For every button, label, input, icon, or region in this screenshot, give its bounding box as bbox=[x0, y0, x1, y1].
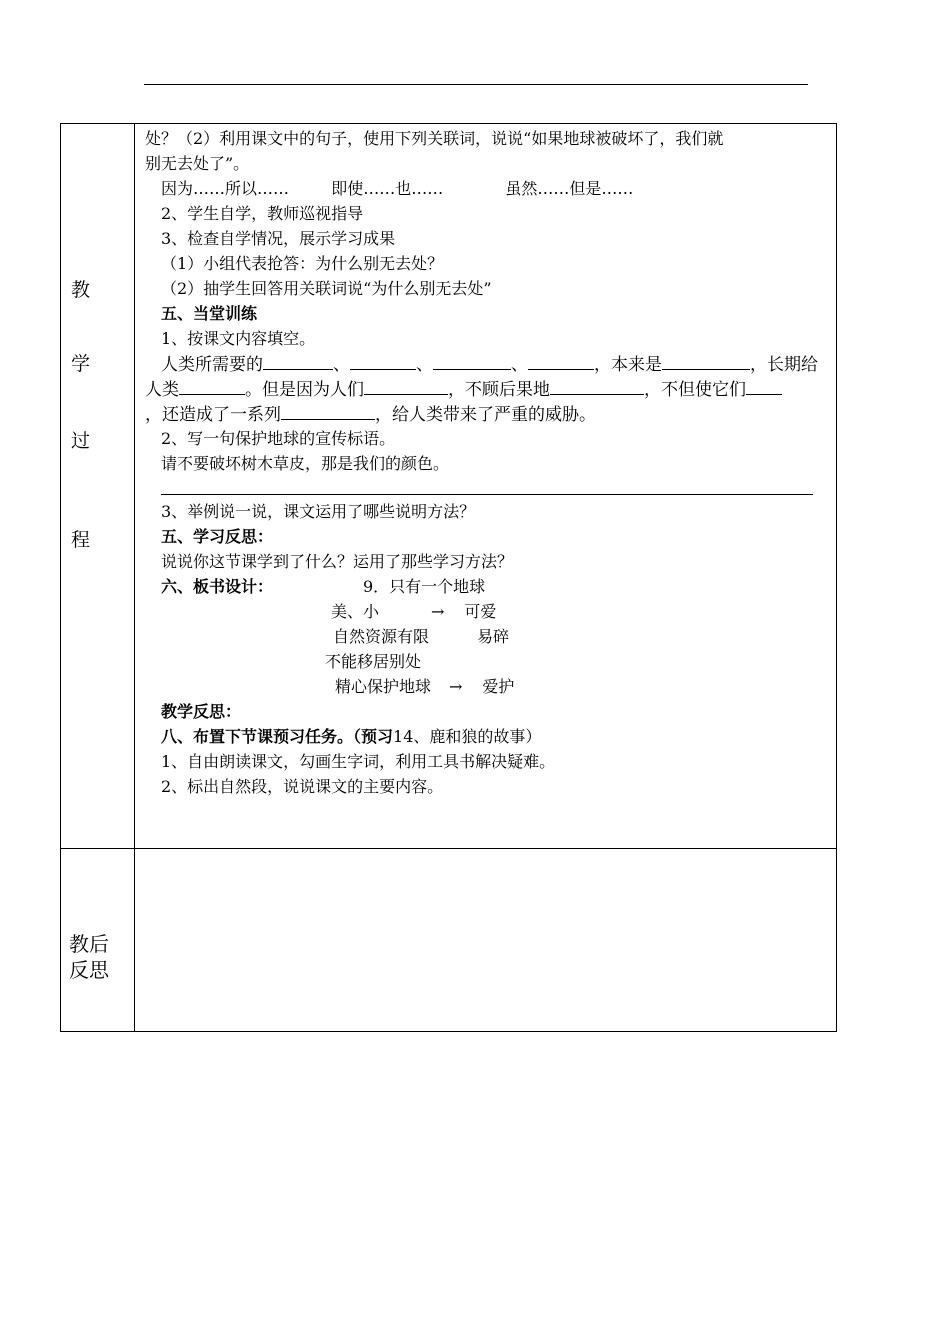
conjunction-row bbox=[161, 179, 633, 199]
after-class-label: 教后 反思 bbox=[69, 932, 109, 982]
text-line: 2、学生自学，教师巡视指导 bbox=[161, 204, 364, 223]
after-class-content-cell[interactable] bbox=[135, 849, 837, 1032]
board-row-3: 不能移居别处 bbox=[325, 652, 422, 671]
section-heading-reflection: 五、学习反思： bbox=[161, 527, 274, 546]
header-rule bbox=[144, 84, 808, 85]
process-label-char: 教 bbox=[71, 279, 91, 301]
fill-blank-line-3: ，还造成了一系列 ，给人类带来了严重的威胁。 bbox=[145, 405, 596, 425]
blank[interactable] bbox=[281, 404, 375, 420]
fill-blank-line-1: 人类所需要的 、 、 、 ，本来是 ，长期给 bbox=[161, 355, 818, 375]
process-content-cell bbox=[135, 124, 837, 849]
process-label-char: 学 bbox=[71, 353, 91, 375]
board-title: 9．只有一个地球 bbox=[363, 577, 486, 596]
process-label-char: 程 bbox=[71, 529, 91, 551]
text-line: 2、标出自然段，说说课文的主要内容。 bbox=[161, 777, 444, 796]
blank[interactable] bbox=[528, 354, 594, 370]
answer-rule bbox=[161, 494, 813, 495]
board-row-1: 美、小 → 可爱 bbox=[331, 602, 497, 621]
text-line: 3、检查自学情况，展示学习成果 bbox=[161, 229, 396, 248]
after-class-label-cell bbox=[61, 849, 135, 1032]
arrow-icon: → bbox=[449, 677, 463, 696]
blank[interactable] bbox=[746, 379, 782, 395]
text-line: 3、举例说一说，课文运用了哪些说明方法？ bbox=[161, 502, 476, 521]
teaching-reflection-heading: 教学反思： bbox=[161, 702, 242, 721]
text-line: （1）小组代表抢答：为什么别无去处？ bbox=[161, 254, 444, 273]
text-line: （2）抽学生回答用关联词说“为什么别无去处” bbox=[161, 279, 492, 298]
text-line: 处？（2）利用课文中的句子，使用下列关联词，说说“如果地球被破坏了，我们就 bbox=[145, 129, 724, 148]
process-row bbox=[61, 124, 837, 849]
text-line: 说说你这节课学到了什么？运用了那些学习方法？ bbox=[161, 552, 514, 571]
assignment-heading: 八、布置下节课预习任务。（预习14、鹿和狼的故事） bbox=[161, 727, 542, 746]
fill-blank-line-2: 人类 。但是因为人们 ，不顾后果地 ，不但使它们 bbox=[145, 379, 782, 400]
process-label-char: 过 bbox=[71, 430, 91, 452]
blank[interactable] bbox=[179, 379, 245, 395]
blank[interactable] bbox=[364, 379, 448, 395]
blank[interactable] bbox=[433, 354, 511, 370]
board-row-4: 精心保护地球 → 爱护 bbox=[335, 677, 515, 696]
blank[interactable] bbox=[350, 354, 416, 370]
blank[interactable] bbox=[662, 354, 750, 370]
conjunction-2: 即使……也…… bbox=[331, 179, 444, 198]
conjunction-1: 因为……所以…… bbox=[161, 179, 290, 198]
board-row-2: 自然资源有限 易碎 bbox=[333, 627, 510, 646]
text-line: 2、写一句保护地球的宣传标语。 bbox=[161, 429, 396, 448]
after-class-row bbox=[61, 849, 837, 1032]
blank[interactable] bbox=[550, 379, 644, 395]
text-line: 别无去处了”。 bbox=[145, 154, 250, 173]
section-heading-training: 五、当堂训练 bbox=[161, 304, 258, 323]
arrow-icon: → bbox=[431, 602, 445, 621]
conjunction-3: 虽然……但是…… bbox=[505, 179, 634, 198]
section-heading-board: 六、板书设计： bbox=[161, 577, 274, 596]
text-line: 1、按课文内容填空。 bbox=[161, 329, 316, 348]
text-line: 1、自由朗读课文，勾画生字词，利用工具书解决疑难。 bbox=[161, 752, 556, 771]
process-label-cell bbox=[61, 124, 135, 849]
blank[interactable] bbox=[263, 354, 333, 370]
lesson-table bbox=[60, 123, 837, 1032]
slogan-text: 请不要破坏树木草皮，那是我们的颜色。 bbox=[161, 454, 450, 473]
